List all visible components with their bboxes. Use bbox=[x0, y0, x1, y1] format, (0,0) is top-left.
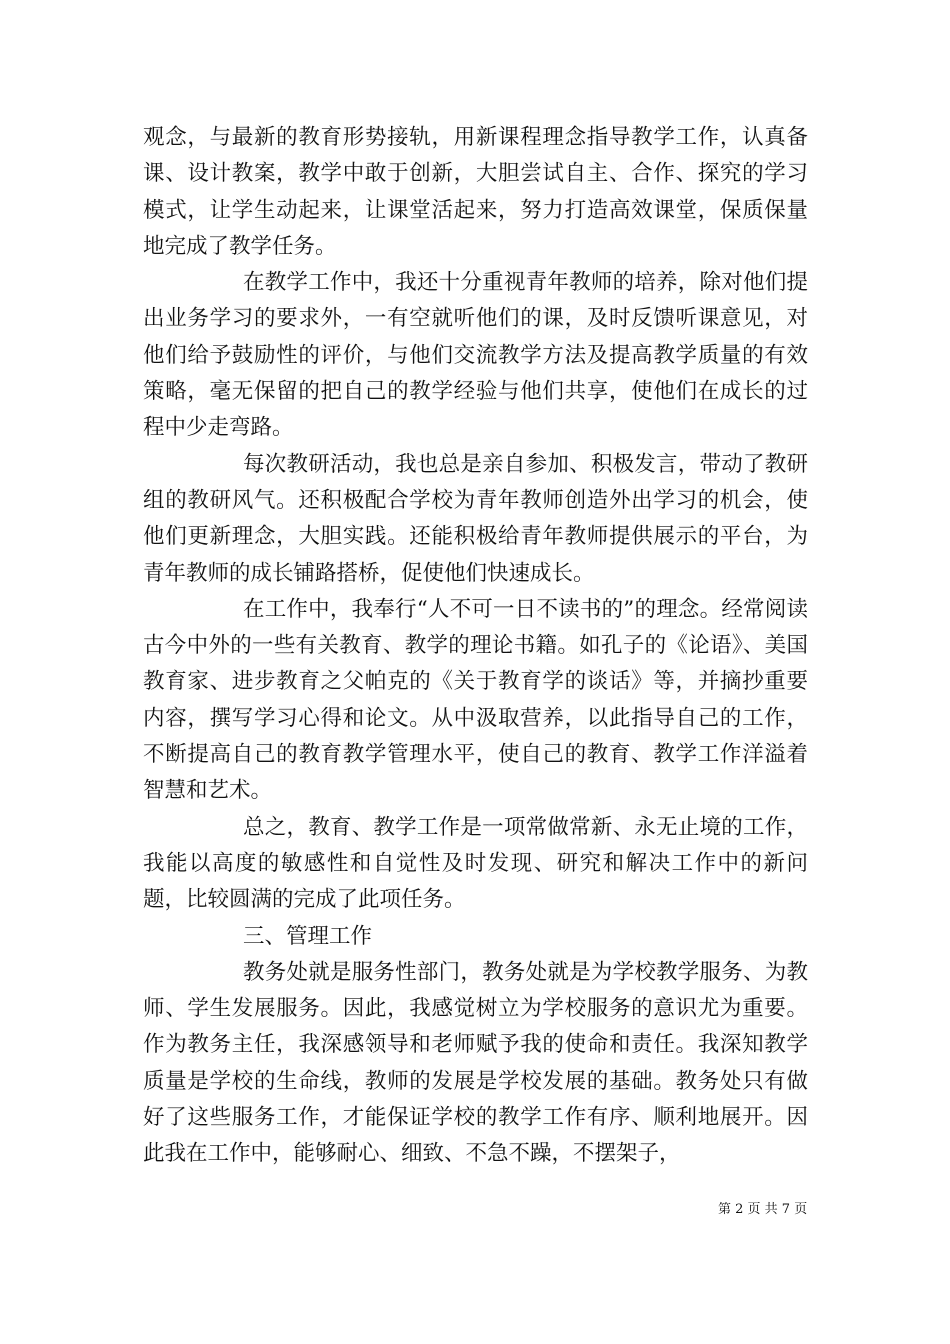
paragraph-management: 教务处就是服务性部门，教务处就是为学校教学服务、为教师、学生发展服务。因此，我感觉树立为学校服务的意识尤为重要。作为教务主任，我深感领导和老师赋予我的使命和责任。我深知教学质量是学校的生命线，教师的发展是学校发展的基础。教务处只有做好了这些服务工作，才能保证学校的教学工作有序、顺利地展开。因此我在工作中，能够耐心、细致、不急不躁，不摆架子， bbox=[143, 959, 808, 1167]
paragraph-teaching-research: 每次教研活动，我也总是亲自参加、积极发言，带动了教研组的教研风气。还积极配合学校为青年教师创造外出学习的机会，使他们更新理念，大胆实践。还能积极给青年教师提供展示的平台，为青年教师的成长铺路搭桥，促使他们快速成长。 bbox=[143, 451, 808, 586]
paragraph-reading: 在工作中，我奉行“人不可一日不读书的”的理念。经常阅读古今中外的一些有关教育、教学的理论书籍。如孔子的《论语》、美国教育家、进步教育之父帕克的《关于教育学的谈话》等，并摘抄重要内容，撰写学习心得和论文。从中汲取营养，以此指导自己的工作，不断提高自己的教育教学管理水平，使自己的教育、教学工作洋溢着智慧和艺术。 bbox=[143, 596, 808, 804]
paragraph-young-teachers: 在教学工作中，我还十分重视青年教师的培养，除对他们提出业务学习的要求外，一有空就听他们的课，及时反馈听课意见，对他们给予鼓励性的评价，与他们交流教学方法及提高教学质量的有效策略，毫无保留的把自己的教学经验与他们共享，使他们在成长的过程中少走弯路。 bbox=[143, 270, 808, 441]
paragraph-continued: 观念，与最新的教育形势接轨，用新课程理念指导教学工作，认真备课、设计教案，教学中敢于创新，大胆尝试自主、合作、探究的学习模式，让学生动起来，让课堂活起来，努力打造高效课堂，保质保量地完成了教学任务。 bbox=[143, 125, 808, 259]
section-heading: 三、管理工作 bbox=[243, 923, 373, 949]
document-body bbox=[143, 120, 808, 1173]
paragraph-summary: 总之，教育、教学工作是一项常做常新、永无止境的工作，我能以高度的敏感性和自觉性及时发现、研究和解决工作中的新问题，比较圆满的完成了此项任务。 bbox=[143, 814, 808, 913]
page-number: 第 2 页 共 7 页 bbox=[718, 1202, 808, 1217]
